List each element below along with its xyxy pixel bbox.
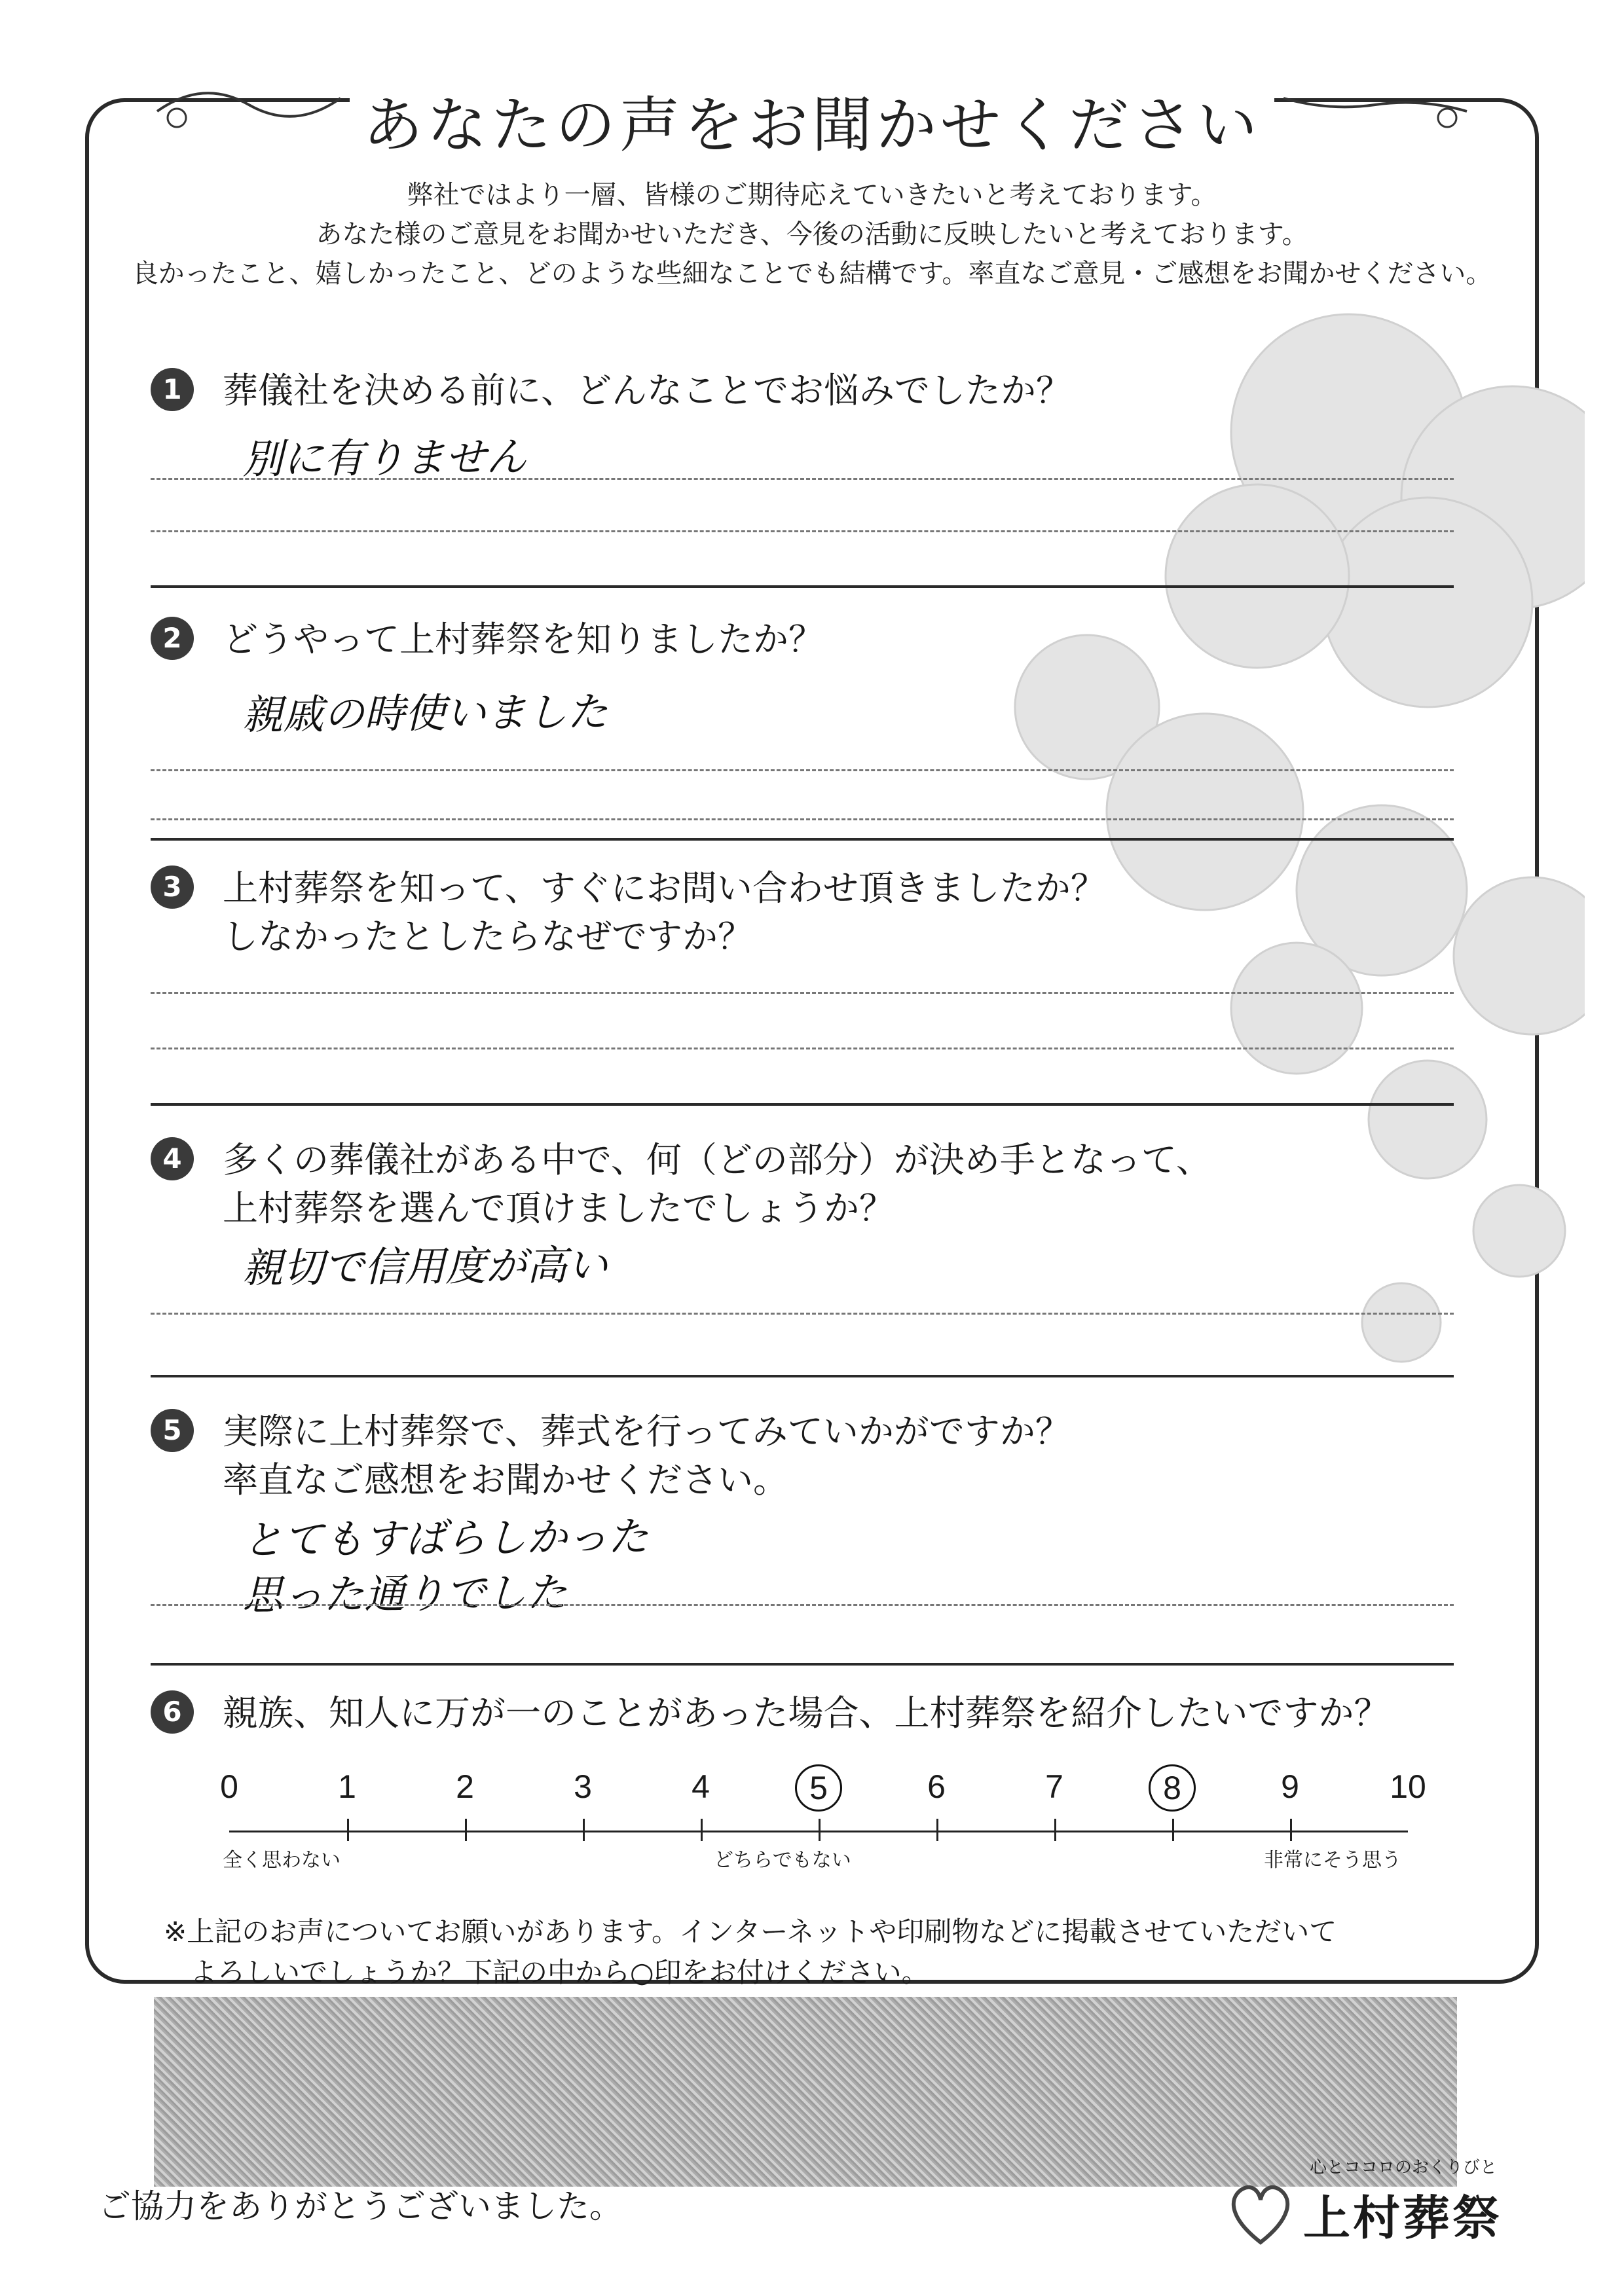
- answer-line: [151, 530, 1454, 532]
- scale-tick-label: 10: [1390, 1768, 1426, 1805]
- scale-tick-mark: [347, 1819, 349, 1841]
- question-number-badge: 3: [151, 866, 194, 909]
- question-line: 上村葬祭を選んで頂けましたでしょうか？: [223, 1188, 895, 1229]
- question-text: [223, 1408, 1071, 1504]
- answer-line: [151, 818, 1454, 820]
- question-6: [151, 1689, 1454, 1755]
- scale-tick-mark: [819, 1819, 821, 1841]
- note-line: よろしいでしょうか？下記の中から○印をお付けください。: [190, 1956, 929, 1988]
- intro-line: あなた様のご意見をお聞かせいただき、今後の活動に反映したいと考えております。: [316, 219, 1308, 249]
- scale-mid-label: どちらでもない: [714, 1849, 851, 1872]
- question-text: どうやって上村葬祭を知りましたか？: [223, 619, 824, 660]
- question-2: [151, 615, 1454, 838]
- question-line: 上村葬祭を知って、すぐにお問い合わせ頂きましたか？: [223, 867, 1106, 909]
- section-divider: [151, 1663, 1454, 1666]
- question-line: 多くの葬儀社がある中で、何（どの部分）が決め手となって、: [223, 1139, 1211, 1180]
- handwritten-answer: とてもすばらしかった: [242, 1512, 649, 1564]
- scale-tick-label: 8: [1149, 1764, 1196, 1812]
- question-number-badge: 5: [151, 1409, 194, 1452]
- question-number-badge: 1: [151, 368, 194, 411]
- logo-tagline: 心とココロのおくりびと: [1310, 2158, 1498, 2178]
- page-title: あなたの声をお聞かせください: [0, 77, 1624, 164]
- publication-note: [164, 1912, 1337, 1993]
- question-line: しなかったとしたらなぜですか？: [223, 916, 753, 957]
- intro-line: 良かったこと、嬉しかったこと、どのような些細なことでも結構です。率直なご意見・ご感想をお聞かせください。: [132, 259, 1492, 289]
- question-number-badge: 4: [151, 1137, 194, 1180]
- scale-tick-label: 4: [692, 1768, 710, 1805]
- question-4: [151, 1136, 1454, 1385]
- scale-tick-label: 1: [338, 1768, 356, 1805]
- thanks-message: ご協力をありがとうございました。: [98, 2187, 622, 2225]
- scale-high-label: 非常にそう思う: [1264, 1849, 1401, 1872]
- scale-tick-label: 6: [927, 1768, 946, 1805]
- question-line: 実際に上村葬祭で、葬式を行ってみていかがですか？: [223, 1411, 1071, 1452]
- company-logo: [1225, 2154, 1519, 2259]
- question-5: [151, 1408, 1454, 1669]
- handwritten-answer: 別に有りません: [242, 433, 527, 483]
- handwritten-answer: 思った通りでした: [242, 1568, 568, 1620]
- scale-tick-label: 3: [574, 1768, 592, 1805]
- question-text: [223, 864, 1106, 961]
- intro-line: 弊社ではより一層、皆様のご期待応えていきたいと考えております。: [407, 180, 1217, 210]
- note-line: ※上記のお声についてお願いがあります。インターネットや印刷物などに掲載させていただいて: [164, 1916, 1337, 1948]
- logo-name: 上村葬祭: [1303, 2191, 1503, 2246]
- section-divider: [151, 838, 1454, 841]
- handwritten-answer: 親切で信用度が高い: [242, 1241, 608, 1292]
- scale-tick-mark: [936, 1819, 938, 1841]
- section-divider: [151, 585, 1454, 588]
- scale-tick-label: 9: [1281, 1768, 1299, 1805]
- section-divider: [151, 1375, 1454, 1377]
- scale-low-label: 全く思わない: [223, 1849, 341, 1872]
- scale-tick-mark: [583, 1819, 585, 1841]
- section-divider: [151, 1103, 1454, 1106]
- question-line: 率直なご感想をお聞かせください。: [223, 1459, 788, 1501]
- question-number-badge: 6: [151, 1690, 194, 1734]
- question-text: 葬儀社を決める前に、どんなことでお悩みでしたか？: [223, 370, 1071, 411]
- scale-tick-label: 7: [1045, 1768, 1063, 1805]
- handwritten-answer: 親戚の時使いました: [242, 687, 608, 739]
- scale-tick-mark: [465, 1819, 467, 1841]
- scale-tick-mark: [1290, 1819, 1292, 1841]
- question-1: [151, 367, 1454, 589]
- scale-tick-mark: [1172, 1819, 1174, 1841]
- answer-line: [151, 1048, 1454, 1049]
- question-text: 親族、知人に万が一のことがあった場合、上村葬祭を紹介したいですか？: [223, 1692, 1390, 1734]
- scale-tick-label: 2: [456, 1768, 474, 1805]
- intro-text: [118, 175, 1506, 293]
- scale-tick-mark: [1054, 1819, 1056, 1841]
- scale-tick-label: 0: [220, 1768, 238, 1805]
- heart-icon: [1225, 2174, 1297, 2252]
- answer-line: [151, 478, 1454, 480]
- answer-line: [151, 769, 1454, 771]
- answer-line: [151, 1313, 1454, 1315]
- scale-tick-mark: [701, 1819, 703, 1841]
- question-text: [223, 1136, 1211, 1233]
- question-3: [151, 864, 1454, 1113]
- answer-line: [151, 1604, 1454, 1606]
- scale-tick-label: 5: [795, 1764, 842, 1812]
- answer-line: [151, 992, 1454, 994]
- rating-scale: [220, 1768, 1454, 1886]
- question-number-badge: 2: [151, 617, 194, 660]
